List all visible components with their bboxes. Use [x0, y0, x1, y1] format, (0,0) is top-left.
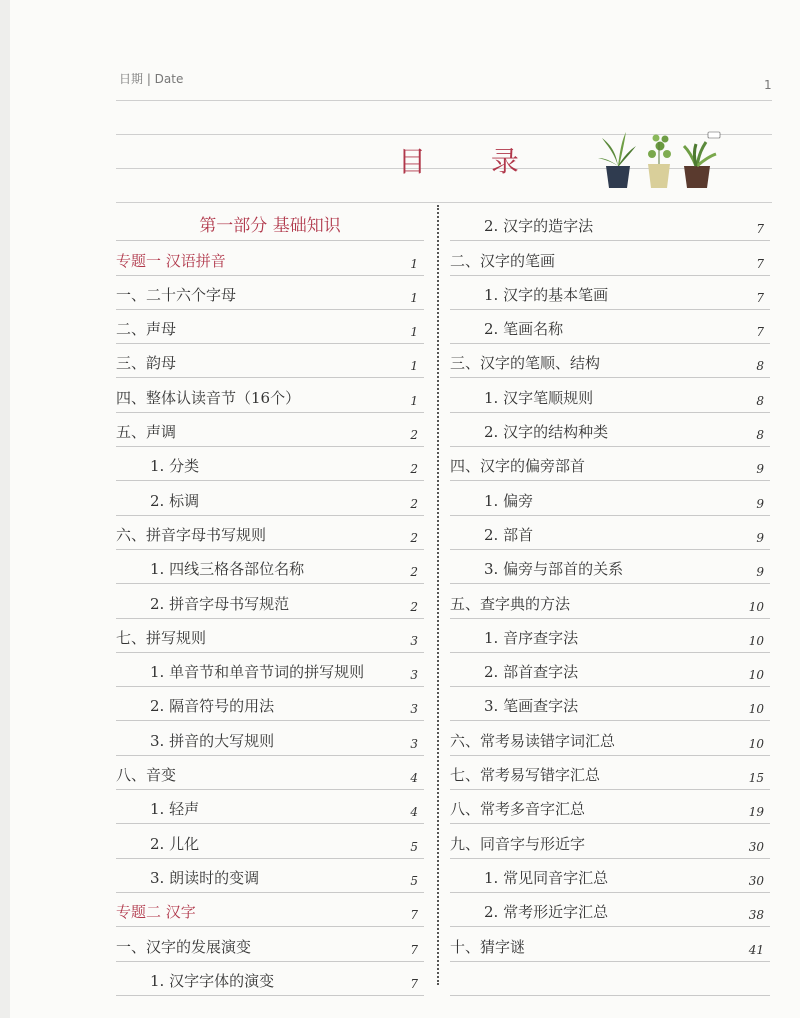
toc-entry-page: 10	[748, 702, 764, 717]
page-number: 1	[764, 78, 772, 92]
header-rule	[116, 100, 772, 101]
toc-entry-page: 9	[756, 530, 764, 545]
toc-entry	[450, 927, 770, 961]
toc-entry	[116, 276, 424, 310]
toc-entry	[450, 207, 770, 241]
toc-entry	[450, 481, 770, 515]
toc-entry	[450, 378, 770, 412]
toc-entry-label: 1. 汉字字体的演变	[150, 971, 275, 990]
toc-entry-label: 2. 部首	[484, 525, 534, 544]
toc-entry-label: 2. 标调	[150, 491, 200, 510]
toc-entry-page: 3	[410, 668, 418, 683]
toc-entry	[116, 893, 424, 927]
toc-entry-page: 3	[410, 736, 418, 751]
toc-entry	[450, 893, 770, 927]
plant-pot-3-icon	[684, 132, 720, 188]
toc-entry	[116, 207, 424, 241]
header-date-label: 日期 | Date	[119, 72, 184, 86]
toc-entry	[116, 516, 424, 550]
toc-entry	[116, 550, 424, 584]
toc-entry-label: 2. 拼音字母书写规范	[150, 594, 290, 613]
toc-entry	[450, 241, 770, 275]
toc-entry	[116, 653, 424, 687]
toc-entry-label: 第一部分 基础知识	[199, 216, 341, 237]
toc-entry-label: 八、常考多音字汇总	[450, 800, 586, 819]
toc-entry-page: 2	[410, 462, 418, 477]
toc-entry-label: 1. 单音节和单音节词的拼写规则	[150, 663, 365, 682]
toc-entry-page: 4	[410, 805, 418, 820]
toc-entry-label: 六、常考易读错字词汇总	[450, 731, 616, 750]
toc-entry-page: 4	[410, 771, 418, 786]
toc-entry	[116, 413, 424, 447]
toc-entry-label: 二、声母	[116, 320, 177, 339]
toc-entry-label: 一、二十六个字母	[116, 285, 237, 304]
toc-right-column	[450, 207, 770, 996]
toc-entry	[450, 962, 770, 996]
toc-entry	[450, 516, 770, 550]
toc-entry-page: 15	[748, 771, 764, 786]
toc-entry	[116, 859, 424, 893]
toc-entry	[450, 756, 770, 790]
toc-entry-page: 7	[410, 976, 418, 991]
toc-entry	[450, 584, 770, 618]
toc-entry-page: 9	[756, 462, 764, 477]
toc-entry-page: 1	[410, 359, 418, 374]
toc-entry	[450, 344, 770, 378]
toc-entry-label: 1. 汉字笔顺规则	[484, 388, 594, 407]
toc-entry-page: 7	[410, 908, 418, 923]
toc-entry-label: 3. 拼音的大写规则	[150, 731, 275, 750]
toc-entry-label: 专题一 汉语拼音	[116, 251, 226, 270]
toc-entry	[116, 378, 424, 412]
toc-entry	[116, 927, 424, 961]
toc-entry-page: 30	[748, 873, 764, 888]
toc-entry-page: 2	[410, 530, 418, 545]
toc-entry-label: 八、音变	[116, 766, 177, 785]
toc-entry	[450, 721, 770, 755]
toc-entry-label: 2. 儿化	[150, 834, 200, 853]
toc-entry-label: 四、汉字的偏旁部首	[450, 457, 586, 476]
toc-entry	[450, 824, 770, 858]
toc-entry	[450, 413, 770, 447]
toc-entry-page: 5	[410, 839, 418, 854]
column-divider	[437, 205, 439, 985]
toc-entry-label: 六、拼音字母书写规则	[116, 525, 267, 544]
toc-entry-label: 1. 分类	[150, 457, 200, 476]
toc-entry-label: 七、常考易写错字汇总	[450, 766, 601, 785]
toc-entry-page: 19	[748, 805, 764, 820]
toc-entry	[116, 756, 424, 790]
toc-entry-label: 1. 常见同音字汇总	[484, 868, 609, 887]
toc-entry	[450, 653, 770, 687]
toc-entry-label: 2. 隔音符号的用法	[150, 697, 275, 716]
toc-entry-label: 1. 汉字的基本笔画	[484, 285, 609, 304]
toc-entry	[116, 962, 424, 996]
toc-entry-page: 7	[756, 290, 764, 305]
toc-entry-page: 2	[410, 496, 418, 511]
toc-entry	[116, 481, 424, 515]
toc-entry-label: 1. 偏旁	[484, 491, 534, 510]
toc-entry	[116, 687, 424, 721]
toc-entry-page: 2	[410, 428, 418, 443]
toc-entry	[116, 241, 424, 275]
toc-entry-label: 3. 笔画查字法	[484, 697, 579, 716]
toc-entry-label: 2. 汉字的结构种类	[484, 423, 609, 442]
toc-entry	[450, 447, 770, 481]
toc-entry-page: 7	[410, 942, 418, 957]
toc-entry-page: 1	[410, 290, 418, 305]
toc-entry-label: 九、同音字与形近字	[450, 834, 586, 853]
toc-entry-label: 五、查字典的方法	[450, 594, 571, 613]
toc-entry-page: 7	[756, 222, 764, 237]
toc-entry-page: 1	[410, 393, 418, 408]
toc-entry-page: 5	[410, 873, 418, 888]
potted-plants-illustration	[596, 130, 726, 192]
toc-entry	[116, 824, 424, 858]
toc-entry-page: 10	[748, 736, 764, 751]
toc-entry	[116, 584, 424, 618]
toc-entry-page: 1	[410, 325, 418, 340]
toc-entry-page: 38	[748, 908, 764, 923]
toc-entry-page: 2	[410, 599, 418, 614]
plant-pot-2-icon	[648, 135, 671, 189]
toc-entry	[116, 344, 424, 378]
toc-entry-page: 2	[410, 565, 418, 580]
toc-entry-label: 十、猜字谜	[450, 937, 526, 956]
toc-entry	[450, 310, 770, 344]
toc-entry-label: 1. 轻声	[150, 800, 200, 819]
toc-entry-label: 二、汉字的笔画	[450, 251, 556, 270]
toc-entry-label: 七、拼写规则	[116, 628, 207, 647]
toc-entry	[450, 550, 770, 584]
toc-entry-page: 3	[410, 702, 418, 717]
toc-entry-label: 3. 偏旁与部首的关系	[484, 560, 624, 579]
toc-entry-label: 1. 四线三格各部位名称	[150, 560, 305, 579]
toc-entry	[116, 790, 424, 824]
toc-entry-page: 8	[756, 359, 764, 374]
toc-entry	[450, 790, 770, 824]
toc-entry-page: 7	[756, 256, 764, 271]
toc-entry	[450, 276, 770, 310]
toc-entry-page: 1	[410, 256, 418, 271]
toc-entry-label: 三、汉字的笔顺、结构	[450, 354, 601, 373]
toc-entry	[116, 447, 424, 481]
toc-entry	[450, 687, 770, 721]
toc-entry-page: 3	[410, 633, 418, 648]
toc-entry-page: 41	[748, 942, 764, 957]
toc-entry-page: 10	[748, 599, 764, 614]
toc-entry-label: 3. 朗读时的变调	[150, 868, 260, 887]
toc-entry-page: 10	[748, 633, 764, 648]
toc-entry-page: 8	[756, 428, 764, 443]
toc-entry	[450, 619, 770, 653]
toc-entry	[116, 310, 424, 344]
toc-entry-label: 2. 部首查字法	[484, 663, 579, 682]
toc-entry-label: 五、声调	[116, 423, 177, 442]
toc-entry-page: 9	[756, 496, 764, 511]
title-rule-bottom	[116, 202, 772, 203]
toc-entry-label: 2. 汉字的造字法	[484, 217, 594, 236]
toc-entry-page: 9	[756, 565, 764, 580]
toc-entry	[450, 859, 770, 893]
toc-entry-page: 30	[748, 839, 764, 854]
toc-entry-page: 8	[756, 393, 764, 408]
page-title: 目 录	[398, 145, 547, 178]
toc-entry-label: 一、汉字的发展演变	[116, 937, 252, 956]
toc-entry-label: 专题二 汉字	[116, 903, 196, 922]
toc-entry-label: 2. 常考形近字汇总	[484, 903, 609, 922]
plant-pot-1-icon	[598, 132, 636, 188]
toc-entry	[116, 721, 424, 755]
toc-entry-label: 1. 音序查字法	[484, 628, 579, 647]
toc-entry-label: 四、整体认读音节（16个）	[116, 388, 301, 407]
toc-entry	[116, 619, 424, 653]
toc-entry-page: 7	[756, 325, 764, 340]
toc-left-column	[116, 207, 424, 996]
toc-entry-label: 三、韵母	[116, 354, 177, 373]
page-edge	[0, 0, 10, 1018]
toc-entry-label: 2. 笔画名称	[484, 320, 564, 339]
toc-entry-page: 10	[748, 668, 764, 683]
